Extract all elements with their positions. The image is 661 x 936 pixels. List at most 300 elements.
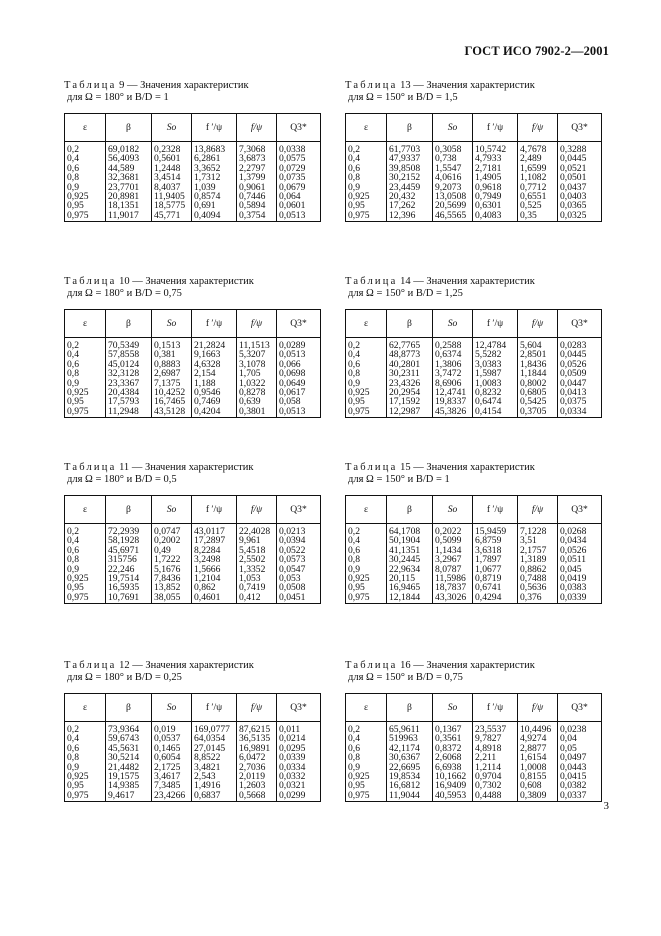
cell-beta: 30,2445 (387, 555, 433, 564)
table-block-16 (345, 660, 599, 802)
cell-q3: 0,0511 (558, 555, 602, 564)
table-caption (345, 80, 599, 104)
cell-epsilon: 0,975 (65, 407, 106, 418)
cell-f-prime-psi: 0,691 (192, 201, 237, 210)
cell-beta: 41,1351 (387, 546, 433, 555)
column-header-q3: Q3* (558, 496, 602, 524)
cell-beta: 14,9385 (106, 781, 152, 790)
cell-f-prime-psi: 0,7949 (473, 192, 518, 201)
caption-label: Таблица (64, 462, 117, 473)
cell-f-prime-psi: 3,3652 (192, 164, 237, 173)
header-row (346, 310, 602, 338)
cell-epsilon: 0,95 (65, 583, 106, 592)
cell-epsilon: 0,975 (65, 791, 106, 802)
caption-parameters: для Ω = 150° и B/D = 1,25 (348, 288, 463, 299)
column-header-q3: Q3* (558, 310, 602, 338)
cell-f-prime-psi: 1,188 (192, 379, 237, 388)
cell-epsilon: 0,9 (346, 183, 387, 192)
cell-sommerfeld: 11,5986 (433, 574, 473, 583)
cell-beta: 61,7703 (387, 142, 433, 155)
table-row (346, 565, 602, 574)
table-row (346, 173, 602, 182)
cell-f-psi: 2,5502 (237, 555, 277, 564)
table-head (65, 496, 321, 524)
cell-f-psi: 3,1078 (237, 360, 277, 369)
cell-beta: 23,3367 (106, 379, 152, 388)
caption-label: Таблица (345, 660, 398, 671)
cell-q3: 0,0617 (277, 388, 321, 397)
cell-q3: 0,0325 (558, 211, 602, 222)
header-row (346, 496, 602, 524)
cell-f-prime-psi: 4,8918 (473, 744, 518, 753)
cell-beta: 48,8773 (387, 350, 433, 359)
cell-beta: 72,2939 (106, 524, 152, 537)
cell-beta: 23,4326 (387, 379, 433, 388)
cell-epsilon: 0,2 (346, 338, 387, 351)
cell-q3: 0,3288 (558, 142, 602, 155)
table-row (65, 360, 321, 369)
cell-beta: 19,7514 (106, 574, 152, 583)
cell-beta: 30,6367 (387, 753, 433, 762)
cell-sommerfeld: 38,055 (152, 593, 192, 604)
cell-sommerfeld: 46,5565 (433, 211, 473, 222)
column-header-f-psi: f/ψ (237, 694, 277, 722)
caption-title-line (345, 660, 599, 672)
cell-f-psi: 0,7419 (237, 583, 277, 592)
cell-f-prime-psi: 43,0117 (192, 524, 237, 537)
cell-f-psi: 0,6805 (518, 388, 558, 397)
table-body (346, 142, 602, 222)
cell-beta: 20,8981 (106, 192, 152, 201)
cell-f-psi: 0,3809 (518, 791, 558, 802)
cell-sommerfeld: 12,4741 (433, 388, 473, 397)
caption-label: Таблица (345, 80, 398, 91)
cell-f-prime-psi: 1,5666 (192, 565, 237, 574)
cell-sommerfeld: 19,8337 (433, 397, 473, 406)
table-row (346, 546, 602, 555)
cell-q3: 0,0513 (277, 211, 321, 222)
cell-q3: 0,0415 (558, 772, 602, 781)
caption-parameters: для Ω = 150° и B/D = 1 (348, 474, 450, 485)
cell-beta: 50,1904 (387, 536, 433, 545)
cell-beta: 57,8558 (106, 350, 152, 359)
table-head (65, 310, 321, 338)
cell-epsilon: 0,975 (65, 593, 106, 604)
cell-beta: 20,4384 (106, 388, 152, 397)
table-body (65, 338, 321, 418)
cell-sommerfeld: 13,852 (152, 583, 192, 592)
cell-f-prime-psi: 1,2104 (192, 574, 237, 583)
cell-q3: 0,0334 (277, 763, 321, 772)
table-row (346, 753, 602, 762)
cell-f-psi: 3,51 (518, 536, 558, 545)
cell-sommerfeld: 0,381 (152, 350, 192, 359)
cell-epsilon: 0,95 (346, 201, 387, 210)
cell-f-prime-psi: 0,8719 (473, 574, 518, 583)
caption-parameters: для Ω = 150° и B/D = 0,75 (348, 672, 463, 683)
table-head (346, 496, 602, 524)
table-row (65, 583, 321, 592)
cell-epsilon: 0,4 (346, 350, 387, 359)
data-table (64, 495, 321, 604)
cell-epsilon: 0,6 (65, 164, 106, 173)
caption-title-line (64, 462, 318, 474)
cell-q3: 0,0339 (277, 753, 321, 762)
table-caption (64, 462, 318, 486)
cell-f-psi: 0,608 (518, 781, 558, 790)
table-row (346, 791, 602, 802)
cell-epsilon: 0,9 (65, 379, 106, 388)
cell-beta: 45,6971 (106, 546, 152, 555)
cell-q3: 0,0268 (558, 524, 602, 537)
table-row (346, 781, 602, 790)
column-header-f-prime-psi: f ′/ψ (473, 694, 518, 722)
cell-f-psi: 0,525 (518, 201, 558, 210)
cell-f-prime-psi: 0,4601 (192, 593, 237, 604)
cell-epsilon: 0,95 (346, 397, 387, 406)
cell-beta: 21,4482 (106, 763, 152, 772)
table-row (346, 154, 602, 163)
cell-epsilon: 0,925 (346, 388, 387, 397)
cell-q3: 0,0509 (558, 369, 602, 378)
cell-sommerfeld: 8,4037 (152, 183, 192, 192)
caption-number: 9 (119, 80, 125, 91)
cell-q3: 0,0295 (277, 744, 321, 753)
cell-f-psi: 5,3207 (237, 350, 277, 359)
cell-epsilon: 0,4 (65, 536, 106, 545)
table-caption (345, 462, 599, 486)
cell-sommerfeld: 0,2002 (152, 536, 192, 545)
cell-f-prime-psi: 2,7181 (473, 164, 518, 173)
table-row (346, 350, 602, 359)
column-header-epsilon: ε (65, 310, 106, 338)
cell-f-prime-psi: 0,4083 (473, 211, 518, 222)
cell-f-psi: 1,3189 (518, 555, 558, 564)
cell-f-psi: 0,639 (237, 397, 277, 406)
cell-epsilon: 0,8 (346, 369, 387, 378)
column-header-q3: Q3* (277, 496, 321, 524)
cell-sommerfeld: 16,7465 (152, 397, 192, 406)
cell-f-prime-psi: 27,0145 (192, 744, 237, 753)
cell-f-prime-psi: 3,0383 (473, 360, 518, 369)
table-head (65, 114, 321, 142)
cell-q3: 0,0447 (558, 379, 602, 388)
cell-sommerfeld: 18,7837 (433, 583, 473, 592)
cell-sommerfeld: 0,2328 (152, 142, 192, 155)
column-header-q3: Q3* (558, 694, 602, 722)
cell-q3: 0,0334 (558, 407, 602, 418)
cell-f-prime-psi: 64,0354 (192, 734, 237, 743)
column-header-epsilon: ε (65, 114, 106, 142)
cell-epsilon: 0,9 (346, 565, 387, 574)
table-row (65, 744, 321, 753)
table-row (65, 565, 321, 574)
cell-beta: 58,1928 (106, 536, 152, 545)
cell-epsilon: 0,4 (346, 536, 387, 545)
table-row (346, 744, 602, 753)
cell-beta: 17,262 (387, 201, 433, 210)
cell-f-prime-psi: 0,9546 (192, 388, 237, 397)
cell-f-prime-psi: 0,9618 (473, 183, 518, 192)
cell-f-psi: 0,5894 (237, 201, 277, 210)
table-block-10 (64, 276, 318, 418)
cell-sommerfeld: 2,6987 (152, 369, 192, 378)
cell-beta: 18,1351 (106, 201, 152, 210)
cell-f-psi: 1,3799 (237, 173, 277, 182)
cell-q3: 0,0394 (277, 536, 321, 545)
column-header-q3: Q3* (558, 114, 602, 142)
caption-title: — Значения характеристик (413, 80, 535, 91)
cell-sommerfeld: 43,3026 (433, 593, 473, 604)
table-row (346, 388, 602, 397)
cell-epsilon: 0,4 (346, 154, 387, 163)
cell-sommerfeld: 0,8883 (152, 360, 192, 369)
cell-f-prime-psi: 0,7469 (192, 397, 237, 406)
column-header-f-psi: f/ψ (518, 114, 558, 142)
table-row (65, 593, 321, 604)
cell-beta: 30,2311 (387, 369, 433, 378)
table-head (65, 694, 321, 722)
cell-f-prime-psi: 1,5987 (473, 369, 518, 378)
cell-epsilon: 0,8 (65, 369, 106, 378)
cell-f-psi: 22,4028 (237, 524, 277, 537)
table-row (65, 781, 321, 790)
cell-f-psi: 2,2797 (237, 164, 277, 173)
table-row (65, 173, 321, 182)
column-header-q3: Q3* (277, 114, 321, 142)
caption-title: — Значения характеристик (132, 660, 254, 671)
cell-beta: 47,9337 (387, 154, 433, 163)
table-row (65, 350, 321, 359)
column-header-epsilon: ε (346, 114, 387, 142)
cell-q3: 0,011 (277, 722, 321, 735)
cell-beta: 23,4459 (387, 183, 433, 192)
cell-f-psi: 2,489 (518, 154, 558, 163)
table-row (65, 555, 321, 564)
caption-title-line (64, 660, 318, 672)
cell-f-prime-psi: 0,8232 (473, 388, 518, 397)
caption-title-line (345, 462, 599, 474)
data-table (64, 113, 321, 222)
cell-sommerfeld: 3,4514 (152, 173, 192, 182)
column-header-f-prime-psi: f ′/ψ (192, 114, 237, 142)
table-body (346, 722, 602, 802)
table-row (346, 722, 602, 735)
table-row (346, 142, 602, 155)
cell-q3: 0,0437 (558, 183, 602, 192)
cell-beta: 20,115 (387, 574, 433, 583)
cell-q3: 0,0365 (558, 201, 602, 210)
caption-number: 14 (400, 276, 411, 287)
table-body (346, 338, 602, 418)
cell-sommerfeld: 6,6938 (433, 763, 473, 772)
cell-f-psi: 1,1082 (518, 173, 558, 182)
cell-sommerfeld: 0,6374 (433, 350, 473, 359)
cell-f-psi: 1,3352 (237, 565, 277, 574)
table-body (65, 524, 321, 604)
cell-q3: 0,0601 (277, 201, 321, 210)
cell-f-psi: 1,2603 (237, 781, 277, 790)
cell-epsilon: 0,975 (346, 791, 387, 802)
cell-sommerfeld: 0,1513 (152, 338, 192, 351)
cell-epsilon: 0,925 (346, 192, 387, 201)
caption-label: Таблица (345, 276, 398, 287)
cell-f-prime-psi: 0,6474 (473, 397, 518, 406)
table-caption (64, 660, 318, 684)
cell-f-prime-psi: 13,8683 (192, 142, 237, 155)
table-head (346, 694, 602, 722)
cell-sommerfeld: 9,2073 (433, 183, 473, 192)
cell-sommerfeld: 18,5775 (152, 201, 192, 210)
table-block-13 (345, 80, 599, 222)
cell-beta: 44,589 (106, 164, 152, 173)
table-row (346, 369, 602, 378)
table-caption (64, 80, 318, 104)
cell-q3: 0,0283 (558, 338, 602, 351)
cell-sommerfeld: 3,7472 (433, 369, 473, 378)
caption-number: 12 (119, 660, 130, 671)
cell-sommerfeld: 2,1725 (152, 763, 192, 772)
caption-label: Таблица (64, 276, 117, 287)
column-header-f-psi: f/ψ (237, 114, 277, 142)
cell-sommerfeld: 1,5547 (433, 164, 473, 173)
cell-f-prime-psi: 1,0083 (473, 379, 518, 388)
cell-epsilon: 0,2 (346, 142, 387, 155)
cell-f-prime-psi: 0,8574 (192, 192, 237, 201)
cell-f-psi: 1,705 (237, 369, 277, 378)
cell-q3: 0,0497 (558, 753, 602, 762)
cell-beta: 20,2954 (387, 388, 433, 397)
table-row (65, 536, 321, 545)
table-row (65, 763, 321, 772)
cell-q3: 0,0332 (277, 772, 321, 781)
cell-q3: 0,0339 (558, 593, 602, 604)
cell-epsilon: 0,95 (65, 397, 106, 406)
caption-label: Таблица (64, 80, 117, 91)
column-header-sommerfeld: So (433, 496, 473, 524)
cell-beta: 519963 (387, 734, 433, 743)
cell-sommerfeld: 13,0508 (433, 192, 473, 201)
column-header-epsilon: ε (346, 310, 387, 338)
cell-epsilon: 0,2 (65, 142, 106, 155)
table-row (346, 763, 602, 772)
cell-f-prime-psi: 0,4154 (473, 407, 518, 418)
cell-f-prime-psi: 3,2498 (192, 555, 237, 564)
cell-f-prime-psi: 2,543 (192, 772, 237, 781)
cell-beta: 22,246 (106, 565, 152, 574)
cell-f-prime-psi: 1,4916 (192, 781, 237, 790)
cell-sommerfeld: 2,6068 (433, 753, 473, 762)
cell-epsilon: 0,975 (346, 593, 387, 604)
column-header-q3: Q3* (277, 694, 321, 722)
table-row (346, 536, 602, 545)
cell-f-psi: 0,5636 (518, 583, 558, 592)
cell-f-psi: 3,6873 (237, 154, 277, 163)
table-caption (64, 276, 318, 300)
cell-epsilon: 0,8 (65, 555, 106, 564)
cell-f-prime-psi: 0,9704 (473, 772, 518, 781)
column-header-f-prime-psi: f ′/ψ (192, 694, 237, 722)
caption-title: — Значения характеристик (132, 276, 254, 287)
cell-f-psi: 5,604 (518, 338, 558, 351)
cell-f-prime-psi: 6,2861 (192, 154, 237, 163)
header-row (346, 114, 602, 142)
table-row (65, 791, 321, 802)
cell-q3: 0,0513 (277, 407, 321, 418)
cell-f-psi: 0,6551 (518, 192, 558, 201)
caption-parameters: для Ω = 180° и B/D = 0,25 (67, 672, 182, 683)
table-row (346, 407, 602, 418)
table-row (65, 753, 321, 762)
cell-sommerfeld: 0,5099 (433, 536, 473, 545)
column-header-sommerfeld: So (152, 694, 192, 722)
cell-f-psi: 1,0008 (518, 763, 558, 772)
cell-q3: 0,0508 (277, 583, 321, 592)
cell-f-prime-psi: 2,154 (192, 369, 237, 378)
table-row (346, 379, 602, 388)
column-header-sommerfeld: So (433, 310, 473, 338)
cell-beta: 64,1708 (387, 524, 433, 537)
table-row (346, 593, 602, 604)
cell-f-psi: 7,3068 (237, 142, 277, 155)
cell-f-psi: 0,7446 (237, 192, 277, 201)
table-block-15 (345, 462, 599, 604)
caption-title-line (64, 80, 318, 92)
table-row (346, 192, 602, 201)
cell-f-psi: 1,6599 (518, 164, 558, 173)
table-block-12 (64, 660, 318, 802)
cell-f-prime-psi: 21,2824 (192, 338, 237, 351)
cell-sommerfeld: 8,0787 (433, 565, 473, 574)
cell-f-prime-psi: 0,6741 (473, 583, 518, 592)
cell-beta: 42,1174 (387, 744, 433, 753)
caption-parameters: для Ω = 180° и B/D = 0,75 (67, 288, 182, 299)
header-row (65, 694, 321, 722)
cell-epsilon: 0,6 (65, 744, 106, 753)
cell-q3: 0,0213 (277, 524, 321, 537)
cell-beta: 11,9044 (387, 791, 433, 802)
cell-epsilon: 0,4 (65, 350, 106, 359)
cell-beta: 20,432 (387, 192, 433, 201)
cell-sommerfeld: 4,0616 (433, 173, 473, 182)
cell-f-psi: 0,7712 (518, 183, 558, 192)
cell-beta: 12,2987 (387, 407, 433, 418)
cell-beta: 19,8534 (387, 772, 433, 781)
column-header-beta: β (387, 114, 433, 142)
table-row (346, 211, 602, 222)
table-row (65, 772, 321, 781)
column-header-beta: β (106, 496, 152, 524)
caption-title: — Значения характеристик (413, 462, 535, 473)
header-row (65, 114, 321, 142)
cell-epsilon: 0,975 (65, 211, 106, 222)
column-header-sommerfeld: So (152, 114, 192, 142)
cell-q3: 0,0501 (558, 173, 602, 182)
cell-f-psi: 1,053 (237, 574, 277, 583)
column-header-f-prime-psi: f ′/ψ (473, 496, 518, 524)
column-header-epsilon: ε (65, 694, 106, 722)
table-row (346, 164, 602, 173)
cell-sommerfeld: 0,738 (433, 154, 473, 163)
table-row (346, 734, 602, 743)
column-header-beta: β (106, 310, 152, 338)
cell-sommerfeld: 0,0747 (152, 524, 192, 537)
caption-label: Таблица (345, 462, 398, 473)
caption-title: — Значения характеристик (413, 660, 535, 671)
cell-q3: 0,0382 (558, 781, 602, 790)
cell-f-psi: 2,8877 (518, 744, 558, 753)
cell-f-psi: 0,35 (518, 211, 558, 222)
